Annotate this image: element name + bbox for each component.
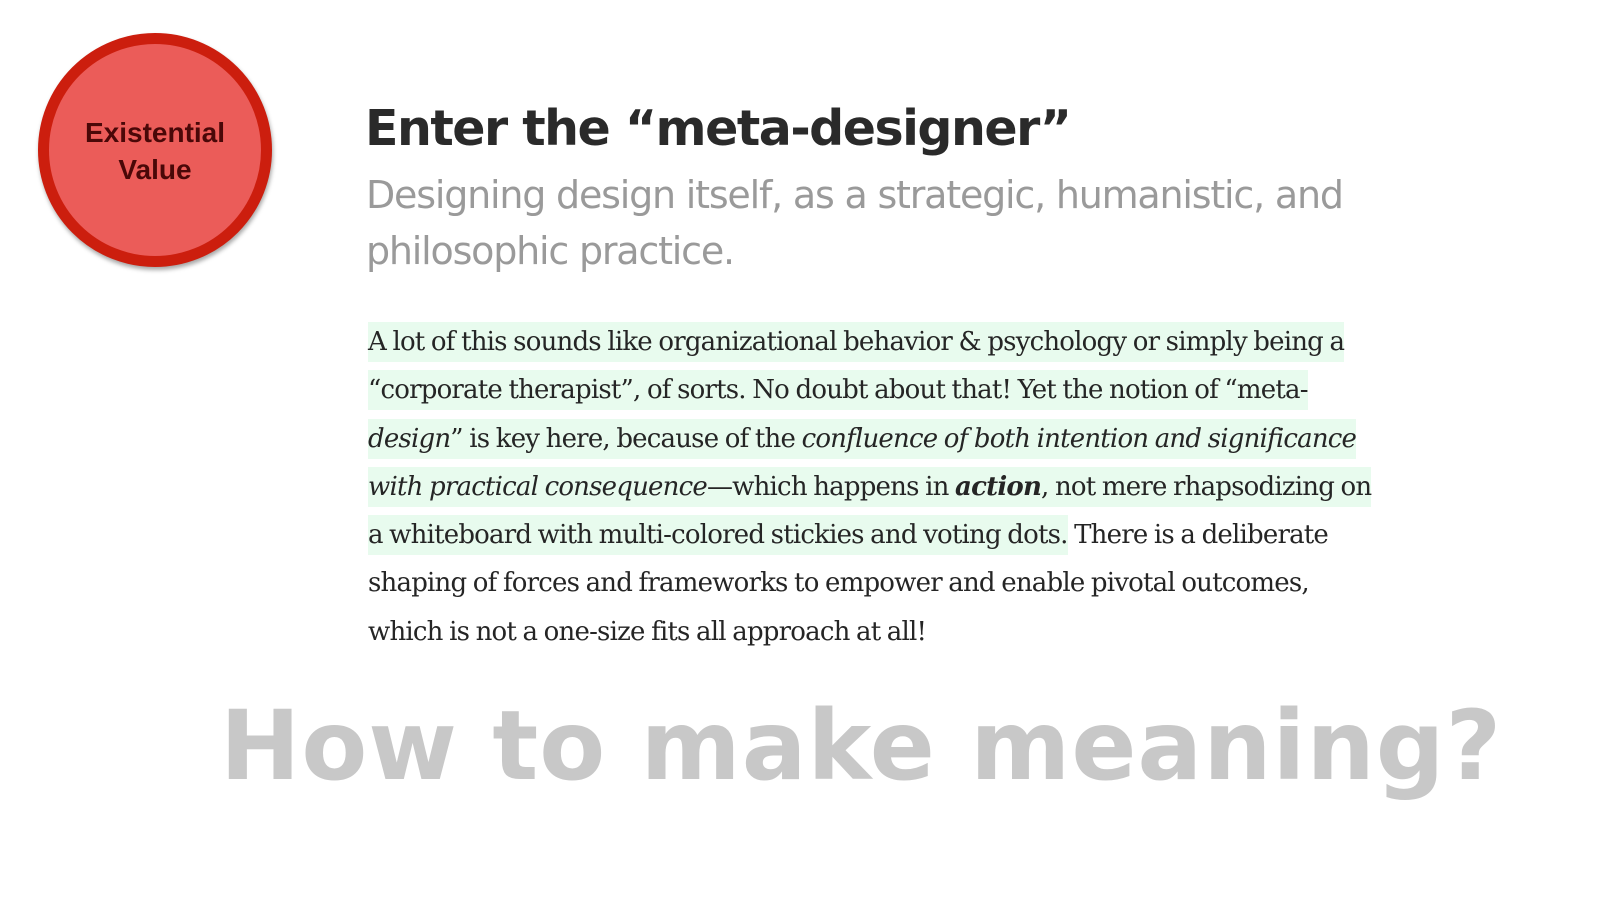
- paragraph-text-3: —which happens in: [706, 471, 956, 502]
- existential-value-badge: [38, 33, 272, 267]
- article-title: Enter the “meta-designer”: [365, 100, 1071, 157]
- paragraph-text-4: , not mere rhapsodizing on a whiteboard with multi-colored stickies and voting dots.: [368, 471, 1372, 551]
- article-subtitle: Designing design itself, as a strategic, humanistic, and philosophic practice.: [366, 173, 1343, 273]
- meaning-question: How to make meaning?: [220, 690, 1503, 802]
- paragraph-text-1: A lot of this sounds like organizational behavior & psychology or simply being a “corporate therapist”, of sorts. No doubt about that! Yet the notion of “meta-: [368, 327, 1345, 406]
- paragraph-italic-design: design: [368, 423, 451, 454]
- badge-line-2: Value: [118, 154, 192, 185]
- paragraph-text-2: ” is key here, because of the: [450, 423, 802, 454]
- paragraph-text-5: There is a deliberate shaping of forces and frameworks to empower and enable pivotal outcomes, which is not a one-size fits all approach at all!: [368, 520, 1329, 647]
- paragraph-italic-confluence: confluence of both intention and significance with practical consequence: [368, 423, 1357, 502]
- badge-line-1: Existential: [84, 117, 226, 148]
- paragraph-bold-action: action: [955, 471, 1042, 502]
- article-paragraph: [368, 318, 1378, 656]
- badge-label: [60, 114, 250, 188]
